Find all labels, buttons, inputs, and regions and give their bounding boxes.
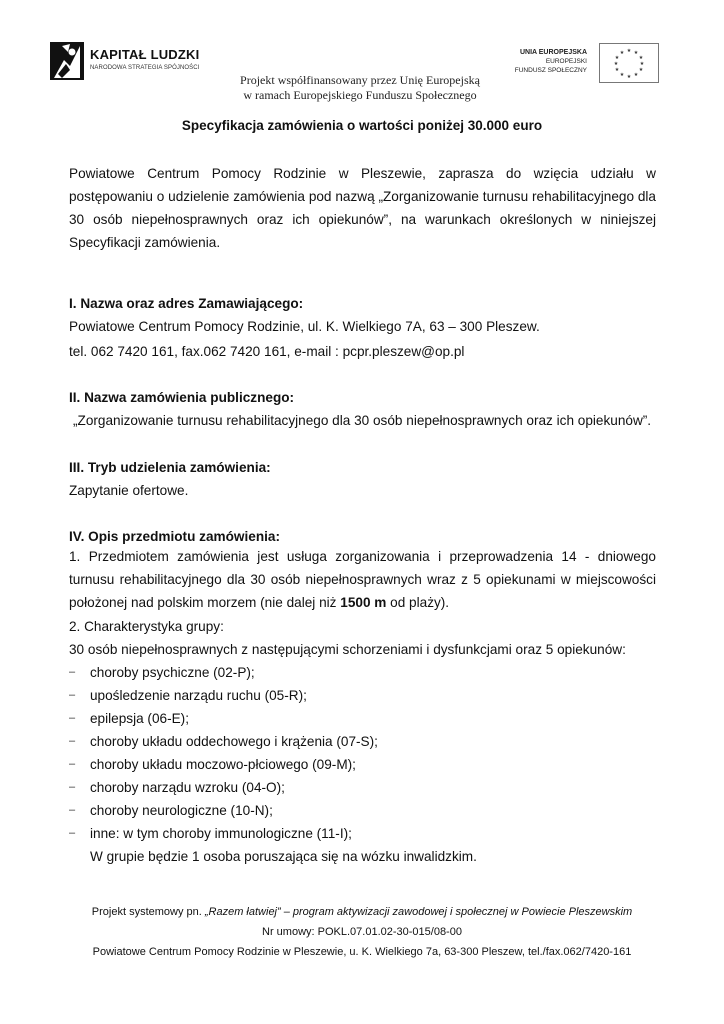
eu-line-3: FUNDUSZ SPOŁECZNY <box>514 67 587 74</box>
list-item-text: inne: w tym choroby immunologiczne (11-I); <box>90 826 352 841</box>
list-item-text: upośledzenie narządu ruchu (05-R); <box>90 688 307 703</box>
document-title: Specyfikacja zamówienia o wartości poniżej 30.000 euro <box>181 118 543 133</box>
eu-flag-icon <box>599 43 659 83</box>
intro-paragraph: Powiatowe Centrum Pomocy Rodzinie w Pleszewie, zaprasza do wzięcia udziału w postępowaniu o udzielenie zamówienia pod nazwą „Zorganizowanie turnusu rehabilitacyjnego dla 30 osób niepełnosprawnych oraz ich opiekunów”, na warunkach określonych w niniejszej Specyfikacji zamówienia. <box>69 166 656 250</box>
svg-text:★: ★ <box>639 61 645 67</box>
cofinancing-line-1: Projekt współfinansowany przez Unię Europejską <box>240 73 480 87</box>
svg-text:★: ★ <box>633 50 639 56</box>
section-1-contact: tel. 062 7420 161, fax.062 7420 161, e-mail : pcpr.pleszew@op.pl <box>69 344 465 359</box>
section-4-paragraph-2: 2. Charakterystyka grupy: <box>69 619 224 634</box>
list-item-text: choroby układu moczowo-płciowego (09-M); <box>90 757 356 772</box>
svg-text:★: ★ <box>614 55 620 61</box>
wheelchair-note: W grupie będzie 1 osoba poruszająca się na wózku inwalidzkim. <box>90 849 477 864</box>
section-4-paragraph-3: 30 osób niepełnosprawnych z następującymi schorzeniami i dysfunkcjami oraz 5 opiekunów: <box>69 642 626 657</box>
dash-icon: – <box>69 827 76 839</box>
svg-text:★: ★ <box>633 72 639 78</box>
section-2-text: „Zorganizowanie turnusu rehabilitacyjnego dla 30 osób niepełnosprawnych oraz ich opiekunów”. <box>73 413 652 428</box>
section-3-heading: III. Tryb udzielenia zamówienia: <box>69 460 271 475</box>
list-item-text: choroby układu oddechowego i krążenia (07-S); <box>90 734 378 749</box>
dash-icon: – <box>69 689 76 701</box>
diseases-list <box>0 661 724 881</box>
svg-text:★: ★ <box>626 74 632 80</box>
logo-subtitle: NARODOWA STRATEGIA SPÓJNOŚCI <box>90 65 200 71</box>
dash-icon: – <box>69 712 76 724</box>
svg-text:★: ★ <box>626 48 632 54</box>
p1-distance: 1500 m <box>340 595 387 610</box>
section-3-text: Zapytanie ofertowe. <box>69 483 189 498</box>
footer-project <box>0 902 724 922</box>
dash-icon: – <box>69 666 76 678</box>
svg-text:★: ★ <box>638 67 644 73</box>
eu-logo <box>505 40 665 88</box>
eu-line-2: EUROPEJSKI <box>545 58 587 65</box>
svg-text:★: ★ <box>613 61 619 67</box>
p1-text-before: 1. Przedmiotem zamówienia jest usługa zorganizowania i przeprowadzenia 14 - dniowego turnusu rehabilitacyjnego dla 30 osób niepełnosprawnych wraz z 5 opiekunami w miejscowości położonej nad polskim morzem (nie dalej niż <box>69 549 656 610</box>
section-1-heading: I. Nazwa oraz adres Zamawiającego: <box>69 296 304 311</box>
cofinancing-note <box>160 73 560 103</box>
list-item-text: choroby neurologiczne (10-N); <box>90 803 273 818</box>
logo-title: KAPITAŁ LUDZKI <box>90 47 200 62</box>
footer-project-name: „Razem łatwiej” – program aktywizacji zawodowej i społecznej w Powiecie Pleszewskim <box>204 906 633 918</box>
dash-icon: – <box>69 758 76 770</box>
svg-text:★: ★ <box>638 55 644 61</box>
list-item-text: choroby narządu wzroku (04-O); <box>90 780 285 795</box>
cofinancing-line-2: w ramach Europejskiego Funduszu Społecznego <box>243 88 477 102</box>
section-4-paragraph-1 <box>69 545 656 614</box>
svg-text:★: ★ <box>619 50 625 56</box>
svg-text:★: ★ <box>619 72 625 78</box>
footer-project-prefix: Projekt systemowy pn. <box>91 906 205 918</box>
eu-line-1: UNIA EUROPEJSKA <box>519 49 587 56</box>
dash-icon: – <box>69 735 76 747</box>
p1-text-after: od plaży). <box>386 595 450 610</box>
footer-address: Powiatowe Centrum Pomocy Rodzinie w Pleszewie, u. K. Wielkiego 7a, 63-300 Pleszew, tel./fax.062/7420-161 <box>92 946 632 958</box>
dash-icon: – <box>69 804 76 816</box>
section-1-address: Powiatowe Centrum Pomocy Rodzinie, ul. K. Wielkiego 7A, 63 – 300 Pleszew. <box>69 319 540 334</box>
kapital-ludzki-emblem-icon <box>50 38 86 84</box>
section-4-heading: IV. Opis przedmiotu zamówienia: <box>69 529 280 544</box>
list-item-text: epilepsja (06-E); <box>90 711 189 726</box>
dash-icon: – <box>69 781 76 793</box>
list-item-text: choroby psychiczne (02-P); <box>90 665 255 680</box>
eu-logo-text <box>515 48 587 75</box>
section-2-heading: II. Nazwa zamówienia publicznego: <box>69 390 295 405</box>
svg-text:★: ★ <box>614 67 620 73</box>
footer-contract-number: Nr umowy: POKL.07.01.02-30-015/08-00 <box>262 926 462 938</box>
